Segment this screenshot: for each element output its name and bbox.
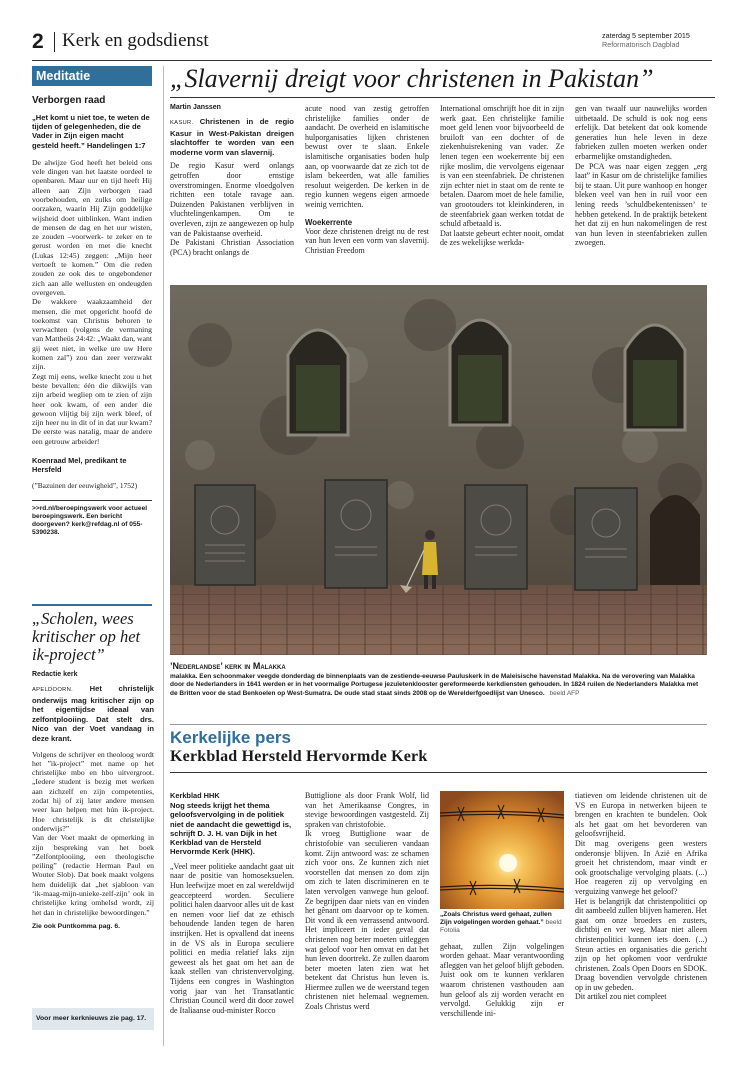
pers-col-2-body: Buttiglione als door Frank Wolf, lid van het Amerikaanse Congres, in stevige bewoordingen vastgesteld. Zij spraken van christofobie. Ik vroeg Buttiglione waar de christofobie van seculieren vandaan komt. Zijn antwoord was: ze schamen zich voor ons. Ze kunnen zich niet voorstellen dat mensen zo dom zijn om zich te laten discrimineren en te laten vervolgen vanwege hun geloof. Ze begrijpen daar niets van en vinden het gênant om daarvoor op te komen. Dit vond ik een verrassend antwoord. Het impliceert in ieder geval dat christenen nog beter moeten uitleggen wat geloof voor hen omvat en dat het hun leven doortrekt. Ze zullen daarom beter moeten laten zien wat het betekent dat Christus hun leven is. Hiermee zullen we de weerstand tegen christenen niet helemaal wegnemen. Zoals Christus werd bbox=[305, 791, 429, 1012]
main-dateline: KASUR. bbox=[170, 120, 194, 126]
paper-name: Reformatorisch Dagblad bbox=[602, 40, 680, 49]
scholen-article bbox=[32, 610, 154, 930]
pers-photo-caption bbox=[440, 911, 564, 936]
pers-title: Kerkblad Hersteld Hervormde Kerk bbox=[170, 748, 428, 765]
church-photo-image bbox=[170, 285, 707, 655]
main-col-1-body: De regio Kasur werd onlangs getroffen door ernstige overstromingen. Enorme vloedgolven richtten een totale ravage aan. Duizenden Pakistanen verblijven in vluchtelingenkampen. Om te overleven, zijn ze aangewezen op hulp van de Pakistaanse overheid. De Pakistani Christian Association (PCA) bracht onlangs de bbox=[170, 161, 294, 257]
pers-col-3-body: gehaat, zullen Zijn volgelingen worden gehaat. Maar verantwoording afleggen van het geloof blijft geboden. Juist ook om te kunnen verklaren waarom christenen vasthouden aan hun geloof als zij worden veracht en vervolgd. Gelukkig zijn er verschillende ini- bbox=[440, 941, 564, 1018]
more-news-text: Voor meer kerknieuws zie pag. 17. bbox=[36, 1015, 147, 1022]
pers-col-3 bbox=[440, 791, 564, 1018]
main-col-2-body-2: Voor deze christenen dreigt nu de rest van hun leven een vorm van slavernij. Christian Freedom bbox=[305, 226, 429, 255]
page-number: 2 bbox=[32, 30, 44, 53]
photo-caption-body: malakka. Een schoonmaker veegde donderdag de binnenplaats van de zestiende-eeuwse Pauluskerk in de Maleisische havenstad Malakka. Na de verovering van Malakka door de Nederlanders in 1641 werden er in het voormalige Portugese jezuïetenklooster gereformeerde kerkdiensten gehouden. In 1824 ruilen de Nederlanders Malakka met de Britten voor de stad Benkoelen op West-Sumatra. De oude stad staat sinds 2008 op de Werelderfgoedlijst van Unesco. bbox=[170, 673, 699, 697]
issue-date: zaterdag 5 september 2015 bbox=[602, 31, 690, 40]
scholen-see-also: Zie ook Puntkomma pag. 6. bbox=[32, 922, 120, 930]
scholen-byline: Redactie kerk bbox=[32, 671, 78, 678]
pers-title-rule bbox=[170, 772, 707, 773]
meditatie-quote: „Het komt u niet toe, te weten de tijden of gelegenheden, die de Vader in Zijn eigen macht gesteld heeft.” Handelingen 1:7 bbox=[32, 113, 150, 150]
main-headline: „Slavernij dreigt voor christenen in Pakistan” bbox=[170, 64, 654, 93]
pers-col-1 bbox=[170, 791, 294, 1015]
pers-lead: Nog steeds krijgt het thema geloofsvervolging in de politiek niet de aandacht die gewettigd is, schrijft D. J. H. van Dijk in het Kerkblad van de Hersteld Hervormde Kerk (HHK). bbox=[170, 801, 292, 857]
sunset-image bbox=[440, 791, 564, 909]
main-col-1 bbox=[170, 104, 294, 257]
meditatie-bottom-rule bbox=[32, 604, 152, 606]
section-title: Kerk en godsdienst bbox=[62, 30, 209, 51]
meditatie-title: Verborgen raad bbox=[32, 95, 106, 106]
scholen-headline: „Scholen, wees kritischer op het ik-project” bbox=[32, 609, 141, 664]
pers-source: Kerkblad HHK bbox=[170, 791, 220, 800]
main-headline-rule bbox=[170, 97, 715, 98]
pers-col-4 bbox=[575, 791, 707, 1002]
page-header bbox=[32, 28, 712, 58]
scholen-lead-para bbox=[32, 684, 154, 744]
beroepingswerk-link[interactable]: >>rd.nl/beroepingswerk voor actueel beroepingswerk. Een bericht doorgeven? kerk@refdag.nl of 055-5390238. bbox=[32, 504, 148, 536]
main-col-3-body: International omschrijft hoe dit in zijn werk gaat. Een christelijke familie moet geld lenen voor bijvoorbeeld de bruiloft van een dochter of de ziekenhuisrekening van vader. Ze lenen tegen een woekerrente bij een rijke moslim, die vervolgens eigenaar is van een steenfabriek. De christenen zijn echter niet in staat om de rente te betalen. Daarom moet de hele familie, van grootouders tot kleinkinderen, in de steenfabriek gaan werken totdat de schuld afbetaald is. Dat laatste gebeurt echter nooit, omdat de zes wekelijkse werkda- bbox=[440, 104, 564, 248]
meditatie-body: De alwijze God heeft het beleid ons vele dingen van het laatste oordeel te openbaren. Maar uur en tijd heeft Hij alleen aan Zijn verborgen raad voorbehouden, en zulks om heilige oorzaken, waarin Hij Zijn goddelijke wijsheid doet uitblinken. Want indien de mensen de dag en het uur wisten, ze zouden –voorwerk- te zeker en te gerust worden en met die knecht (Lukas 12:45) zeggen: „Mijn heer vertoeft te komen.” Om die reden zouden ze ook des te ongebondener zich aan alle wellusten en ondeugden overgeven. De wakkere waakzaamheid der mensen, die met opgericht hoofd de toekomst van Christus behoren te verwachten (volgens de vermaning van Mattheüs 24:42: „Waakt dan, want gij weet niet, in welke ure uw Here komen zal”) zou dan zeer verzwakt zijn. Zegt mij eens, welke knecht zou u het beste bevallen: één die dikwijls van zijn arbeid wegliep om te zien of zijn heer ook kwam, of een ander die gewoon vlijtig bij zijn werk bleef, of zijn heer nu in dit of in dat uur kwam? De eerste was natalig, maar de andere een getrouw arbeider! bbox=[32, 157, 152, 446]
main-subhead: Woekerrente bbox=[305, 217, 353, 227]
photo-caption-title: ’Nederlandse’ kerk in Malakka bbox=[170, 661, 286, 671]
scholen-lead: Het christelijk onderwijs mag kritischer zijn op het eigentijdse ideaal van zelfontplooiing. Dat stelt drs. Nico van der Voet vandaag in deze krant. bbox=[32, 684, 154, 743]
pers-col-2 bbox=[305, 791, 429, 1012]
main-col-2 bbox=[305, 104, 429, 255]
main-byline: Martin Janssen bbox=[170, 104, 221, 111]
church-photo bbox=[170, 285, 707, 655]
main-col-3 bbox=[440, 104, 564, 248]
photo-credit: beeld AFP bbox=[549, 689, 580, 697]
pers-col-4-body: tiatieven om leidende christenen uit de VS en Europa in netwerken bijeen te brengen en krachten te bundelen. Ook als het gaat om het bevorderen van geloofsvrijheid. Dit mag overigens geen westers onderonsje blijven. In Azië en Afrika groeit het christendom, maar vindt er ook grootschalige vervolging plaats. (...) Hoe reageren zij op vervolging en verguizing vanwege het geloof? Het is belangrijk dat christenpolitici op dit aambeeld zullen blijven hameren. Het gaat om onze broeders en zusters, dichtbij en ver weg. Maar niet alleen christenpolitici kunnen iets doen. (...) Steun acties en organisaties die gericht zijn op het opkomen voor verdrukte christenen. Zoals Open Doors en SDOK. Draag bovendien vervolgde christenen op in uw gebeden. Dit artikel zou niet compleet bbox=[575, 791, 707, 1002]
photo-caption bbox=[170, 661, 707, 698]
main-col-4 bbox=[575, 104, 707, 248]
barbed-wire-photo bbox=[440, 791, 564, 909]
photo-caption-para bbox=[170, 673, 707, 698]
meditatie-box bbox=[32, 66, 152, 537]
main-col-4-body: gen van twaalf uur nauwelijks worden uitbetaald. De schuld is ook nog eens erfelijk. Dat betekent dat ook komende generaties hun hele leven in deze fabrieken zullen moeten werken onder erbarmelijke omstandigheden. De PCA was naar eigen zeggen „erg laat” in Kasur om de christelijke families bij te staan. Uit pure wanhoop en honger bleken veel van hen in ruil voor een lening reeds ’schuldbekentenissen’ te hebben getekend. In de praktijk betekent het dat zij en hun nakomelingen de rest van hun leven in steenfabrieken zullen zwoegen. bbox=[575, 104, 707, 248]
left-column-divider bbox=[163, 66, 164, 1046]
pers-section-label: Kerkelijke pers bbox=[170, 728, 291, 747]
main-col-2-body: acute nood van zestig getroffen christelijke families onder de aandacht. De overheid en islamitische hulporganisaties lijken christenen bewust over te slaan. Enkele islamitische organisaties boden hulp aan, op voorwaarde dat ze zich tot de islam bekeerden, wat alle families resoluut weigerden. De kerken in de regio kunnen wegens eigen armoede weinig verrichten. bbox=[305, 104, 429, 209]
header-rule bbox=[32, 60, 712, 61]
pers-photo-caption-text: „Zoals Christus werd gehaat, zullen Zijn volgelingen worden gehaat.” bbox=[440, 911, 552, 927]
meditatie-label: Meditatie bbox=[32, 66, 152, 86]
main-lead-para bbox=[170, 117, 294, 157]
pers-photo-credit: beeld Fotolia bbox=[440, 919, 562, 935]
more-news-box bbox=[32, 1008, 154, 1030]
scholen-dateline: APELDOORN. bbox=[32, 687, 74, 693]
meditatie-source: (”Bazuinen der eeuwigheid”, 1752) bbox=[32, 480, 138, 490]
pers-col-1-body: „Veel meer politieke aandacht gaat uit naar de positie van homoseksuelen. Hun leefwijze moet en zal wereldwijd geaccepteerd worden. Seculiere politici halen daarvoor alles uit de kast en nemen voor lief dat ze ethisch behoudende landen tegen de haren instrijken. Het is opvallend dat ineens in de VS als in Europa seculiere politici en media relatief laks zijn geweest als het gaat om het aan de kaak stellen van christenvervolging. Tijdens een congres in Washington vorig jaar van het Transatlantic Christian Council werd dit door zowel de Italiaanse oud-minister Rocco bbox=[170, 861, 294, 1015]
meditatie-author: Koenraad Mel, predikant te Hersfeld bbox=[32, 455, 127, 474]
main-lead: Christenen in de regio Kasur in West-Pakistan dreigen slachtoffer te worden van een moderne vorm van slavernij. bbox=[170, 117, 294, 157]
scholen-body: Volgens de schrijver en theoloog wordt het ”ik-project” met name op het christelijke mbo en hbo uitvergroot. „Iedere student is bezig met werken aan zichzelf en zijn competenties, zodat hij of zij later andere mensen weer kan helpen met hún ik-project. Hoe christelijk is dit christelijke onderwijs?” Van der Voet maakt de opmerking in zijn bespreking van het boek ”Zelfontplooiing, een theologische peiling” (redactie Herman Paul en Wouter Slob). Dat boek maakt volgens hem duidelijk dat „het sjabloon van ‘ik-maag-mijn-unieke-zelf-zijn’ ook in christelijke kring omhelsd wordt, zij het dan in christelijke bewoordingen.” bbox=[32, 749, 154, 917]
pers-top-rule bbox=[170, 724, 707, 725]
header-divider bbox=[54, 32, 55, 52]
